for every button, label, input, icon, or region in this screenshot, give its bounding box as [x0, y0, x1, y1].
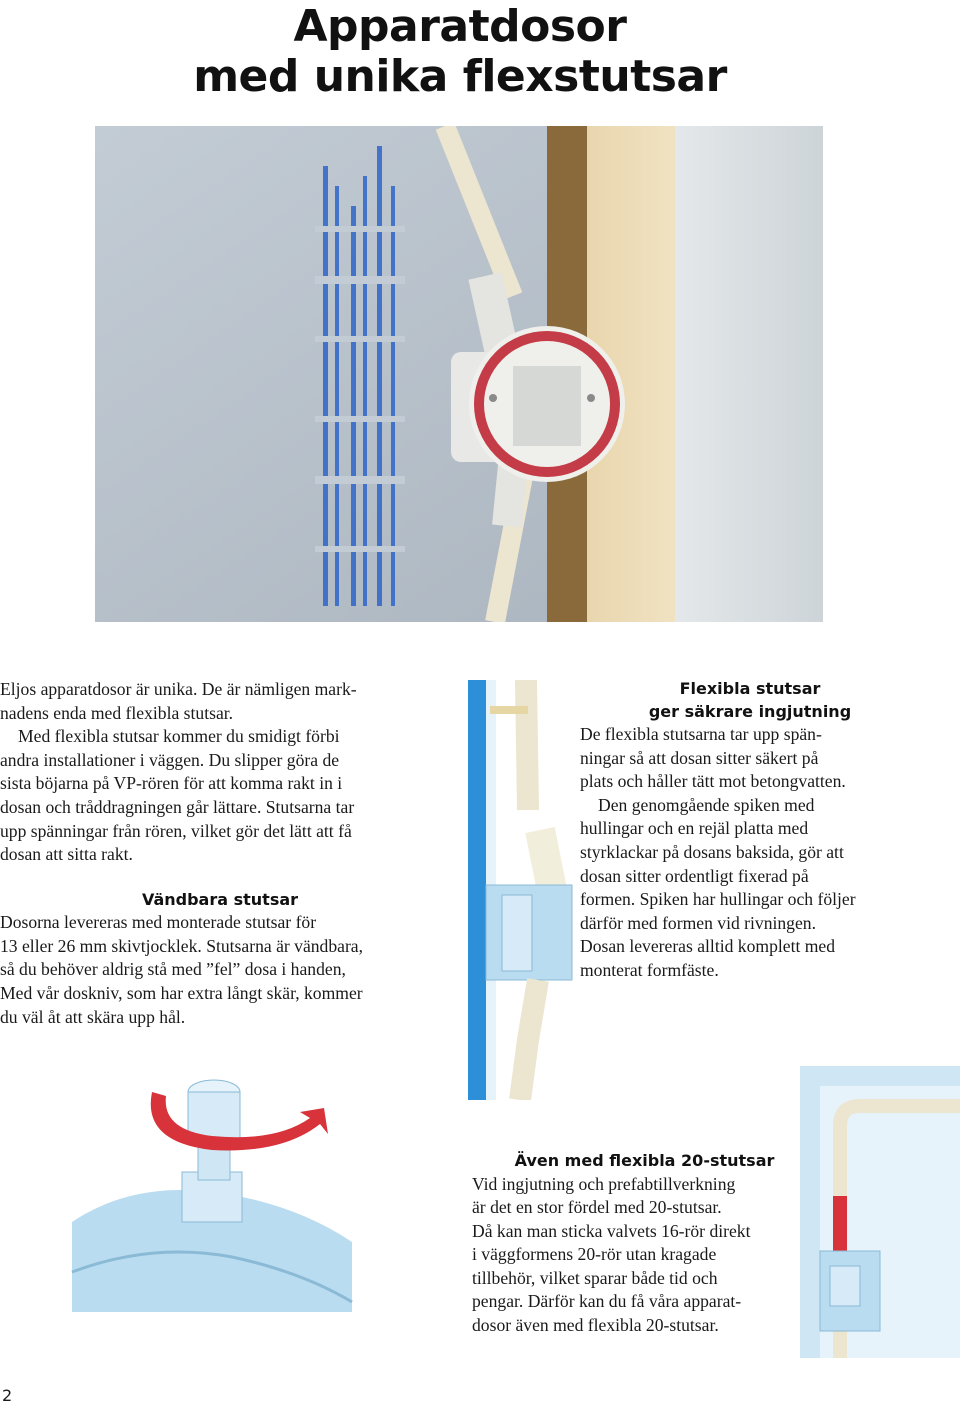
cast-in-box-diagram — [468, 680, 580, 1100]
text-line: De flexibla stutsarna tar upp spän- — [580, 724, 822, 744]
text-line: 13 eller 26 mm skivtjocklek. Stutsarna är vändbara, — [0, 935, 364, 956]
text-line: dosan att sitta rakt. — [0, 844, 133, 865]
text-line: formen. Spiken har hullingar och följer — [580, 889, 856, 910]
text-line: sista böjarna på VP-rören för att komma rakt in i — [0, 773, 343, 794]
text-line: Med vår doskniv, som har extra långt skär, kommer — [0, 983, 363, 1004]
text-line: monterat formfäste. — [580, 959, 719, 980]
section-heading-flexibla: Flexibla stutsar — [679, 679, 821, 698]
text-line: styrklackar på dosans baksida, gör att — [580, 841, 844, 862]
text-line: dosor även med flexibla 20-stutsar. — [472, 1315, 719, 1336]
text-line: nadens enda med flexibla stutsar. — [0, 702, 234, 723]
text-line: Vid ingjutning och prefabtillverkning — [472, 1173, 736, 1194]
text-line: dosan sitter ordentligt fixerad på — [580, 865, 809, 886]
section-subheading-flexibla: ger säkrare ingjutning — [648, 701, 852, 721]
page-title — [0, 2, 920, 102]
text-line: Dosan levereras alltid komplett med — [580, 936, 836, 957]
text-line: så du behöver aldrig stå med ”fel” dosa i handen, — [0, 959, 346, 980]
text-line: du väl åt att skära upp hål. — [0, 1006, 186, 1027]
text-line: i väggformens 20-rör utan kragade — [472, 1244, 717, 1265]
text-line: Då kan man sticka valvets 16-rör direkt — [472, 1220, 751, 1241]
section-heading-20-stutsar: Även med flexibla 20-stutsar — [514, 1151, 775, 1170]
title-line-1: Apparatdosor — [293, 1, 627, 52]
flexibla-stutsar-text — [580, 678, 920, 983]
text-line: därför med formen vid rivningen. — [580, 912, 816, 933]
title-line-2: med unika flexstutsar — [193, 51, 727, 102]
text-line: upp spänningar från rören, vilket gör det lätt att få — [0, 820, 352, 841]
junction-box-photo — [95, 126, 823, 622]
page-number: 2 — [2, 1386, 13, 1405]
text-line: Eljos apparatdosor är unika. De är nämligen mark- — [0, 679, 357, 699]
text-line: ningar så att dosan sitter säkert på — [580, 747, 819, 768]
flexibla-20-text — [472, 1150, 817, 1338]
text-line: tillbehör, vilket sparar både tid och — [472, 1267, 718, 1288]
text-line: Den genomgående spiken med — [598, 794, 815, 815]
section-heading-vandbara: Vändbara stutsar — [141, 889, 299, 909]
text-line: andra installationer i väggen. Du slipper göra de — [0, 749, 340, 770]
text-line: plats och håller tätt mot betongvatten. — [580, 771, 846, 792]
20-stutsar-illustration — [800, 1066, 960, 1358]
intro-text — [0, 678, 440, 1029]
text-line: hullingar och en rejäl platta med — [580, 818, 809, 839]
text-line: pengar. Därför kan du få våra apparat- — [472, 1291, 742, 1312]
text-line: dosan och tråddragningen går lättare. Stutsarna tar — [0, 796, 355, 817]
text-line: Dosorna levereras med monterade stutsar för — [0, 912, 317, 933]
text-line: Med flexibla stutsar kommer du smidigt förbi — [18, 726, 340, 747]
text-line: är det en stor fördel med 20-stutsar. — [472, 1197, 722, 1218]
reversible-connector-illustration — [62, 1072, 362, 1312]
